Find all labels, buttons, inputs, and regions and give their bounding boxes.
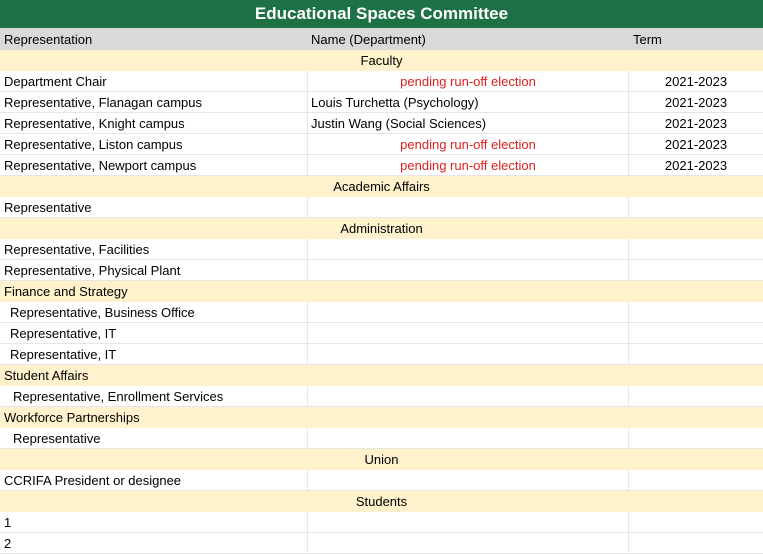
cell-name[interactable]	[308, 197, 629, 217]
cell-name[interactable]	[308, 533, 629, 553]
cell-name[interactable]	[308, 470, 629, 490]
cell-representation[interactable]: Department Chair	[0, 71, 308, 91]
section-finance-and-strategy[interactable]	[0, 281, 763, 302]
cell-term[interactable]	[629, 260, 763, 280]
cell-representation[interactable]: Representative, Business Office	[0, 302, 308, 322]
cell-representation[interactable]: 1	[0, 512, 308, 532]
cell-term[interactable]	[629, 512, 763, 532]
table-row	[0, 533, 763, 554]
cell-name[interactable]	[308, 512, 629, 532]
section-faculty[interactable]: Faculty	[0, 50, 763, 71]
cell-term[interactable]	[629, 470, 763, 490]
cell-name[interactable]: Louis Turchetta (Psychology)	[308, 92, 629, 112]
cell-term[interactable]: 2021-2023	[664, 73, 728, 89]
cell-term[interactable]: 2021-2023	[664, 157, 728, 173]
cell-term[interactable]	[629, 323, 763, 343]
cell-representation[interactable]: Representative, Newport campus	[0, 155, 308, 175]
cell-term[interactable]: 2021-2023	[664, 115, 728, 131]
cell-representation[interactable]: Representative, Flanagan campus	[0, 92, 308, 112]
cell-term[interactable]	[629, 386, 763, 406]
cell-name[interactable]	[308, 428, 629, 448]
cell-name[interactable]: pending run-off election	[308, 71, 629, 91]
cell-representation[interactable]: Representative, IT	[0, 344, 308, 364]
table-row	[0, 428, 763, 449]
cell-name[interactable]: pending run-off election	[308, 134, 629, 154]
cell-representation[interactable]: 2	[0, 533, 308, 553]
cell-term[interactable]: 2021-2023	[664, 94, 728, 110]
cell-name[interactable]	[308, 344, 629, 364]
cell-term[interactable]	[629, 239, 763, 259]
section-workforce-partnerships[interactable]	[0, 407, 763, 428]
table-row	[0, 92, 763, 113]
table-row	[0, 470, 763, 491]
table-row	[0, 239, 763, 260]
cell-representation[interactable]: Representative	[0, 197, 308, 217]
cell-representation[interactable]: Representative, Physical Plant	[0, 260, 308, 280]
header-representation[interactable]: Representation	[4, 31, 93, 47]
cell-term[interactable]	[629, 344, 763, 364]
table-row	[0, 134, 763, 155]
cell-representation[interactable]: Representative, Enrollment Services	[0, 386, 308, 406]
table-row	[0, 71, 763, 92]
section-student-affairs[interactable]	[0, 365, 763, 386]
cell-term[interactable]	[629, 197, 763, 217]
cell-term[interactable]	[629, 428, 763, 448]
section-label: Workforce Partnerships	[4, 409, 140, 425]
section-students[interactable]: Students	[0, 491, 763, 512]
cell-representation[interactable]: Representative, Knight campus	[0, 113, 308, 133]
table-row	[0, 113, 763, 134]
section-label: Student Affairs	[4, 367, 89, 383]
cell-name[interactable]: pending run-off election	[308, 155, 629, 175]
table-row	[0, 155, 763, 176]
table-row	[0, 512, 763, 533]
cell-name[interactable]	[308, 239, 629, 259]
sheet-title[interactable]: Educational Spaces Committee	[0, 0, 763, 29]
cell-representation[interactable]: Representative, Liston campus	[0, 134, 308, 154]
cell-term[interactable]	[629, 302, 763, 322]
cell-name[interactable]	[308, 302, 629, 322]
table-row	[0, 260, 763, 281]
table-row	[0, 197, 763, 218]
cell-term[interactable]	[629, 533, 763, 553]
column-header-row	[0, 29, 763, 50]
header-term[interactable]: Term	[633, 31, 662, 47]
cell-name[interactable]	[308, 260, 629, 280]
section-union[interactable]: Union	[0, 449, 763, 470]
table-row	[0, 344, 763, 365]
section-administration[interactable]: Administration	[0, 218, 763, 239]
cell-term[interactable]: 2021-2023	[664, 136, 728, 152]
cell-name[interactable]: Justin Wang (Social Sciences)	[308, 113, 629, 133]
cell-representation[interactable]: Representative, IT	[0, 323, 308, 343]
cell-representation[interactable]: CCRIFA President or designee	[0, 470, 308, 490]
header-name[interactable]: Name (Department)	[311, 31, 426, 47]
cell-name[interactable]	[308, 386, 629, 406]
cell-representation[interactable]: Representative, Facilities	[0, 239, 308, 259]
cell-representation[interactable]: Representative	[0, 428, 308, 448]
table-row	[0, 323, 763, 344]
table-row	[0, 302, 763, 323]
table-row	[0, 386, 763, 407]
section-label: Finance and Strategy	[4, 283, 128, 299]
cell-name[interactable]	[308, 323, 629, 343]
section-academic-affairs[interactable]: Academic Affairs	[0, 176, 763, 197]
